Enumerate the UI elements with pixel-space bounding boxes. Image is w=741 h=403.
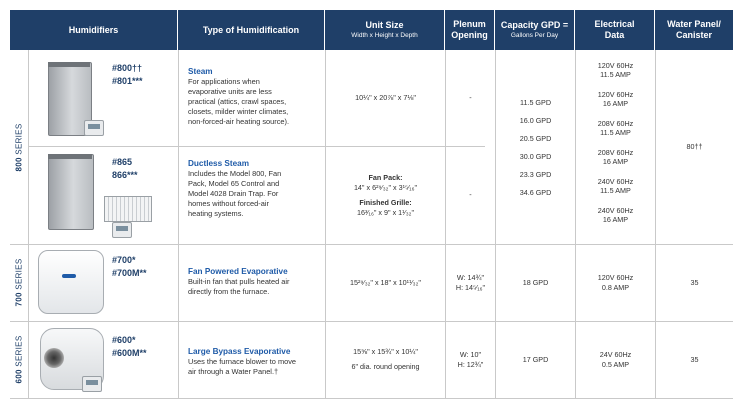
electrical-entry (598, 119, 634, 148)
electrical-entry (598, 206, 634, 235)
ductless-title: Ductless Steam (188, 159, 249, 168)
brand-logo-icon (62, 274, 76, 278)
header-humidifiers (10, 10, 178, 50)
table-header (10, 10, 733, 50)
bypass-size-value: 15⅝" x 15¾" x 10¼" (353, 347, 418, 356)
model-700 (112, 254, 147, 280)
bypass-amp: 0.5 AMP (601, 359, 630, 369)
header-water-panel-label: Water Panel/ (667, 19, 721, 29)
electrical-voltage: 120V 60Hz (597, 61, 634, 70)
header-capacity-sub: Gallons Per Day (510, 32, 559, 39)
capacity-value: 34.6 GPD (519, 188, 552, 197)
header-plenum (445, 10, 495, 50)
header-electrical-label-2: Data (604, 30, 625, 40)
model-600 (112, 334, 147, 360)
steam-desc-line: closets, milder winter climates, (188, 107, 289, 116)
steam-plenum-value: - (469, 93, 472, 102)
steam-desc-line: For applications when (188, 77, 260, 86)
header-capacity (495, 10, 575, 50)
header-unit-size-sub: Width x Height x Depth (351, 32, 418, 39)
control-unit-icon (112, 222, 132, 238)
s800-electrical-list (576, 61, 655, 235)
fan-powered-unit-size (326, 244, 445, 321)
header-plenum-label: Plenum (453, 19, 486, 29)
round-opening-icon (44, 348, 64, 368)
steam-humidifier-image (48, 58, 104, 140)
bypass-water-panel (656, 321, 733, 398)
bypass-plenum-height: H: 12¾" (457, 359, 484, 369)
ductless-desc-line: homes without forced-air (188, 199, 269, 208)
ductless-desc-line: Pack, Model 65 Control and (188, 179, 280, 188)
series-700-number: 700 (14, 292, 24, 307)
grille-label: Finished Grille: (359, 197, 412, 207)
fan-powered-description (188, 266, 323, 297)
ductless-description (188, 158, 320, 219)
fan-powered-capacity-value: 18 GPD (522, 277, 549, 287)
fan-powered-humidifier-image (36, 248, 106, 318)
bypass-capacity (496, 321, 575, 398)
series-600-number: 600 (14, 369, 24, 384)
electrical-voltage: 240V 60Hz (597, 177, 634, 186)
series-800-label (10, 50, 28, 244)
steam-desc-line: non-forced-air heating source). (188, 117, 290, 126)
model-700-number: #700* (112, 255, 136, 265)
bypass-round-opening: 6" dia. round opening (351, 362, 420, 371)
model-600-number: #600* (112, 335, 136, 345)
fan-powered-plenum (446, 244, 495, 321)
capacity-value: 16.0 GPD (519, 116, 552, 125)
fan-powered-plenum-height: H: 14⁵⁄₁₆" (455, 282, 486, 292)
bypass-desc-line: Uses the furnace blower to move (188, 357, 297, 366)
model-700m-number: #700M** (112, 268, 147, 278)
s800-panel-value: 80†† (686, 142, 703, 151)
bypass-unit-size (326, 321, 445, 398)
s800-capacity-list (496, 98, 575, 206)
header-electrical (575, 10, 655, 50)
steam-description (188, 66, 320, 127)
control-unit-icon (84, 120, 104, 136)
electrical-entry (598, 90, 634, 119)
electrical-amp: 16 AMP (602, 99, 629, 108)
electrical-amp: 11.5 AMP (600, 128, 631, 137)
s800-water-panel (656, 50, 733, 244)
header-water-panel (655, 10, 733, 50)
capacity-value: 20.5 GPD (519, 134, 552, 143)
capacity-value: 30.0 GPD (519, 152, 552, 161)
fan-pack-label: Fan Pack: (368, 172, 403, 182)
electrical-voltage: 240V 60Hz (597, 206, 634, 215)
fan-powered-title: Fan Powered Evaporative (188, 267, 288, 276)
series-600-label (10, 321, 28, 398)
fan-powered-panel-value: 35 (690, 277, 699, 287)
electrical-amp: 16 AMP (602, 157, 629, 166)
fan-pack-icon (104, 196, 152, 222)
header-capacity-label: Capacity GPD = (500, 20, 569, 30)
electrical-voltage: 120V 60Hz (597, 90, 634, 99)
bypass-capacity-value: 17 GPD (522, 354, 549, 364)
bypass-panel-value: 35 (690, 354, 699, 364)
bypass-desc-line: air through a Water Panel.† (188, 367, 279, 376)
table-bottom-line (10, 398, 733, 399)
bypass-plenum (446, 321, 495, 398)
ductless-plenum-value: - (469, 190, 472, 199)
model-800-801 (112, 62, 143, 88)
fan-powered-desc-line: Built-in fan that pulls heated air (188, 277, 290, 286)
ductless-desc-line: Includes the Model 800, Fan (188, 169, 282, 178)
header-electrical-label: Electrical (594, 19, 635, 29)
steam-unit-size (326, 50, 445, 146)
fan-powered-water-panel (656, 244, 733, 321)
ductless-desc-line: Model 4028 Drain Trap. For (188, 189, 279, 198)
ductless-steam-image (48, 152, 160, 240)
fan-powered-capacity (496, 244, 575, 321)
model-800-number: #800†† (112, 63, 143, 73)
series-800-text: SERIES (14, 123, 24, 157)
bypass-electrical (576, 321, 655, 398)
model-866-number: 866*** (112, 170, 138, 180)
model-865-866 (112, 156, 138, 182)
bypass-voltage: 24V 60Hz (599, 349, 632, 359)
fan-powered-amp: 0.8 AMP (601, 282, 630, 292)
electrical-voltage: 208V 60Hz (597, 119, 634, 128)
fan-powered-voltage: 120V 60Hz (597, 272, 634, 282)
header-type (178, 10, 325, 50)
header-unit-size (325, 10, 445, 50)
series-700-label (10, 244, 28, 321)
steam-title: Steam (188, 67, 213, 76)
ductless-unit-size (326, 146, 445, 244)
fan-powered-electrical (576, 244, 655, 321)
model-865-number: #865 (112, 157, 133, 167)
grille-size: 16³⁄₁₆" x 9" x 1¹⁄₃₂" (356, 207, 415, 217)
header-water-panel-label-2: Canister (675, 30, 712, 40)
bypass-plenum-width: W: 10" (459, 349, 482, 359)
ductless-desc-line: heating systems. (188, 209, 244, 218)
electrical-entry (598, 177, 634, 206)
electrical-amp: 11.5 AMP (600, 186, 631, 195)
steam-size-value: 10¼" x 20⅞" x 7⅛" (355, 93, 416, 102)
header-plenum-label-2: Opening (451, 30, 488, 40)
fan-powered-desc-line: directly from the furnace. (188, 287, 270, 296)
col-line-series (28, 50, 29, 398)
series-800-number: 800 (14, 156, 24, 171)
model-600m-number: #600M** (112, 348, 147, 358)
header-type-label: Type of Humidification (202, 24, 300, 35)
model-801-number: #801*** (112, 76, 143, 86)
electrical-voltage: 208V 60Hz (597, 148, 634, 157)
electrical-amp: 16 AMP (602, 215, 629, 224)
steam-plenum (446, 50, 495, 146)
header-humidifiers-label: Humidifiers (68, 24, 119, 35)
capacity-value: 11.5 GPD (519, 98, 552, 107)
col-line-type (178, 50, 179, 398)
fan-pack-size: 14" x 6²⁹⁄₃₂" x 3¹⁵⁄₁₆" (353, 182, 418, 192)
capacity-value: 23.3 GPD (519, 170, 552, 179)
series-600-text: SERIES (14, 335, 24, 370)
header-unit-size-label: Unit Size (365, 20, 404, 30)
ductless-plenum (446, 146, 495, 244)
control-unit-icon (82, 376, 102, 392)
steam-desc-line: evaporative units are less (188, 87, 272, 96)
fan-powered-plenum-width: W: 14¾" (456, 272, 485, 282)
electrical-amp: 11.5 AMP (600, 70, 631, 79)
fan-powered-size-value: 15²⁹⁄₃₂" x 18" x 10¹¹⁄₃₂" (350, 277, 421, 287)
series-700-text: SERIES (14, 258, 24, 293)
steam-desc-line: practical (attics, crawl spaces, (188, 97, 287, 106)
bypass-humidifier-image (38, 326, 108, 396)
electrical-entry (598, 61, 634, 90)
bypass-title: Large Bypass Evaporative (188, 347, 291, 356)
electrical-entry (598, 148, 634, 177)
bypass-description (188, 346, 323, 377)
